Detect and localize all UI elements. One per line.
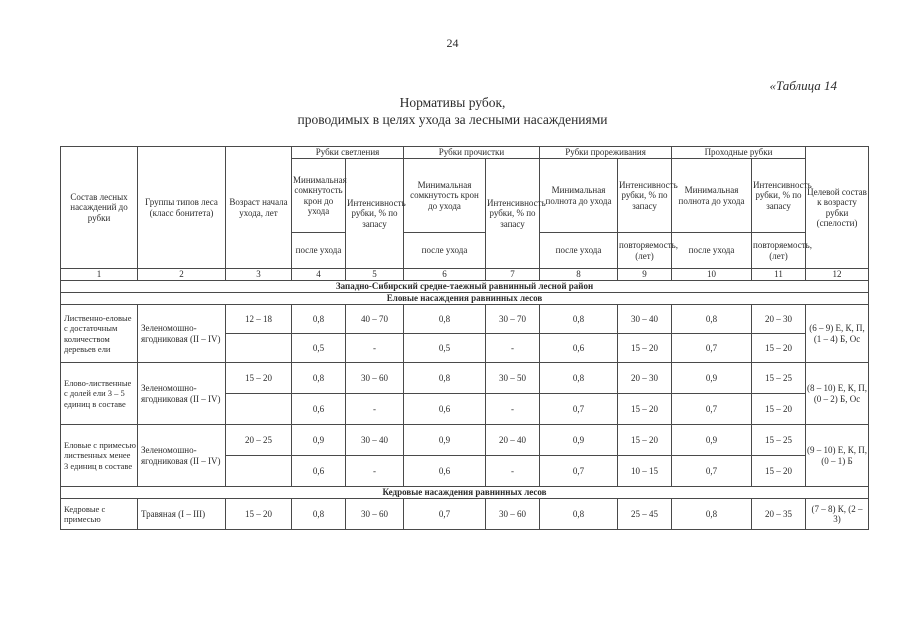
value-cell: 0,9 — [292, 425, 346, 456]
norms-table — [60, 146, 869, 530]
value-cell: 0,6 — [404, 394, 486, 425]
value-cell: - — [486, 334, 540, 363]
composition-cell: Лиственно-еловые с достаточным количеством деревьев ели — [61, 305, 138, 363]
value-cell: - — [486, 394, 540, 425]
value-cell: 30 – 40 — [346, 425, 404, 456]
age-cell: 15 – 20 — [226, 499, 292, 530]
section-row-cedar — [61, 487, 869, 499]
value-cell: 0,7 — [672, 456, 752, 487]
value-cell: 0,7 — [672, 394, 752, 425]
value-cell: 0,6 — [292, 456, 346, 487]
header-thin-after: после ухода — [540, 233, 618, 269]
column-number: 1 — [61, 269, 138, 281]
value-cell: 0,8 — [672, 305, 752, 334]
value-cell: 0,8 — [540, 499, 618, 530]
value-cell: 0,6 — [404, 456, 486, 487]
target-composition-cell: (7 – 8) К, (2 – 3) — [806, 499, 869, 530]
value-cell: 10 – 15 — [618, 456, 672, 487]
age-cell: 15 – 20 — [226, 363, 292, 394]
region-row — [61, 281, 869, 293]
value-cell: - — [346, 394, 404, 425]
value-cell: 0,7 — [540, 456, 618, 487]
title-line-1: Нормативы рубок, — [399, 95, 506, 110]
value-cell: 0,7 — [404, 499, 486, 530]
value-cell: 30 – 50 — [486, 363, 540, 394]
column-number: 10 — [672, 269, 752, 281]
age-cell: 20 – 25 — [226, 425, 292, 456]
header-thin-min: Минимальная полнота до ухода — [540, 159, 618, 233]
target-composition-cell: (9 – 10) Е, К, П, (0 – 1) Б — [806, 425, 869, 487]
column-number: 9 — [618, 269, 672, 281]
value-cell: 30 – 60 — [346, 363, 404, 394]
header-clean-int: Интенсивность рубки, % по запасу — [486, 159, 540, 269]
header-thin-int: Интенсивность рубки, % по запасу — [618, 159, 672, 233]
age-cell — [226, 394, 292, 425]
forest-type-cell: Зеленомошно-ягодниковая (II – IV) — [138, 425, 226, 487]
column-number: 12 — [806, 269, 869, 281]
value-cell: 0,7 — [672, 334, 752, 363]
section-title-cedar: Кедровые насаждения равнинных лесов — [61, 487, 869, 499]
header-pass-min: Минимальная полнота до ухода — [672, 159, 752, 233]
section-title-spruce: Еловые насаждения равнинных лесов — [61, 293, 869, 305]
value-cell: 15 – 20 — [618, 394, 672, 425]
age-cell: 12 – 18 — [226, 305, 292, 334]
header-target: Целевой состав к возрасту рубки (спелости) — [806, 147, 869, 269]
header-pass-rep: повторяемость, (лет) — [752, 233, 806, 269]
value-cell: 0,8 — [404, 363, 486, 394]
value-cell: 0,5 — [404, 334, 486, 363]
section-row-spruce — [61, 293, 869, 305]
value-cell: 0,9 — [404, 425, 486, 456]
value-cell: 0,8 — [540, 363, 618, 394]
value-cell: 15 – 20 — [618, 425, 672, 456]
header-group-thin: Рубки прореживания — [540, 147, 672, 159]
value-cell: 15 – 20 — [618, 334, 672, 363]
column-number: 4 — [292, 269, 346, 281]
value-cell: 15 – 25 — [752, 363, 806, 394]
table-row — [61, 363, 869, 394]
value-cell: 0,8 — [292, 363, 346, 394]
value-cell: 20 – 30 — [752, 305, 806, 334]
value-cell: 0,8 — [292, 499, 346, 530]
header-group-light: Рубки светления — [292, 147, 404, 159]
table-row — [61, 305, 869, 334]
header-row-groups — [61, 147, 869, 159]
value-cell: 0,6 — [292, 394, 346, 425]
column-number: 11 — [752, 269, 806, 281]
composition-cell: Еловые с примесью лиственных менее 3 единиц в составе — [61, 425, 138, 487]
table-reference: «Таблица 14 — [769, 78, 837, 93]
value-cell: 30 – 70 — [486, 305, 540, 334]
value-cell: 15 – 20 — [752, 394, 806, 425]
value-cell: 15 – 25 — [752, 425, 806, 456]
header-pass-int: Интенсивность рубки, % по запасу — [752, 159, 806, 233]
column-numbers-row — [61, 269, 869, 281]
header-group-pass: Проходные рубки — [672, 147, 806, 159]
value-cell: 0,8 — [292, 305, 346, 334]
title-line-2: проводимых в целях ухода за лесными насаждениями — [297, 112, 608, 127]
forest-type-cell: Травяная (I – III) — [138, 499, 226, 530]
header-light-after: после ухода — [292, 233, 346, 269]
value-cell: 0,8 — [540, 305, 618, 334]
column-number: 5 — [346, 269, 404, 281]
column-number: 8 — [540, 269, 618, 281]
age-cell — [226, 456, 292, 487]
header-thin-rep: повторяемость, (лет) — [618, 233, 672, 269]
value-cell: 30 – 40 — [618, 305, 672, 334]
target-composition-cell: (8 – 10) Е, К, П, (0 – 2) Б, Ос — [806, 363, 869, 425]
value-cell: 30 – 60 — [346, 499, 404, 530]
value-cell: 0,5 — [292, 334, 346, 363]
value-cell: - — [346, 456, 404, 487]
forest-type-cell: Зеленомошно-ягодниковая (II – IV) — [138, 363, 226, 425]
value-cell: 25 – 45 — [618, 499, 672, 530]
header-age: Возраст начала ухода, лет — [226, 147, 292, 269]
value-cell: 15 – 20 — [752, 334, 806, 363]
table-row — [61, 499, 869, 530]
header-light-int: Интенсивность рубки, % по запасу — [346, 159, 404, 269]
header-pass-after: после ухода — [672, 233, 752, 269]
value-cell: - — [346, 334, 404, 363]
value-cell: 15 – 20 — [752, 456, 806, 487]
value-cell: 0,9 — [540, 425, 618, 456]
value-cell: 0,9 — [672, 363, 752, 394]
header-forest-type: Группы типов леса (класс бонитета) — [138, 147, 226, 269]
table-row — [61, 425, 869, 456]
value-cell: 30 – 60 — [486, 499, 540, 530]
age-cell — [226, 334, 292, 363]
value-cell: 20 – 40 — [486, 425, 540, 456]
value-cell: 40 – 70 — [346, 305, 404, 334]
value-cell: 0,9 — [672, 425, 752, 456]
header-group-clean: Рубки прочистки — [404, 147, 540, 159]
forest-type-cell: Зеленомошно-ягодниковая (II – IV) — [138, 305, 226, 363]
page-number: 24 — [446, 36, 459, 50]
header-composition: Состав лесных насаждений до рубки — [61, 147, 138, 269]
value-cell: 20 – 35 — [752, 499, 806, 530]
value-cell: 0,7 — [540, 394, 618, 425]
value-cell: - — [486, 456, 540, 487]
value-cell: 20 – 30 — [618, 363, 672, 394]
header-clean-after: после ухода — [404, 233, 486, 269]
composition-cell: Елово-лиственные с долей ели 3 – 5 единиц в составе — [61, 363, 138, 425]
value-cell: 0,8 — [404, 305, 486, 334]
column-number: 7 — [486, 269, 540, 281]
region-title: Западно-Сибирский средне-таежный равнинный лесной район — [61, 281, 869, 293]
value-cell: 0,8 — [672, 499, 752, 530]
header-clean-min: Минимальная сомкнутость крон до ухода — [404, 159, 486, 233]
header-light-min: Минимальная сомкнутость крон до ухода — [292, 159, 346, 233]
column-number: 3 — [226, 269, 292, 281]
composition-cell: Кедровые с примесью — [61, 499, 138, 530]
table-title — [0, 94, 905, 128]
target-composition-cell: (6 – 9) Е, К, П, (1 – 4) Б, Ос — [806, 305, 869, 363]
column-number: 6 — [404, 269, 486, 281]
column-number: 2 — [138, 269, 226, 281]
value-cell: 0,6 — [540, 334, 618, 363]
